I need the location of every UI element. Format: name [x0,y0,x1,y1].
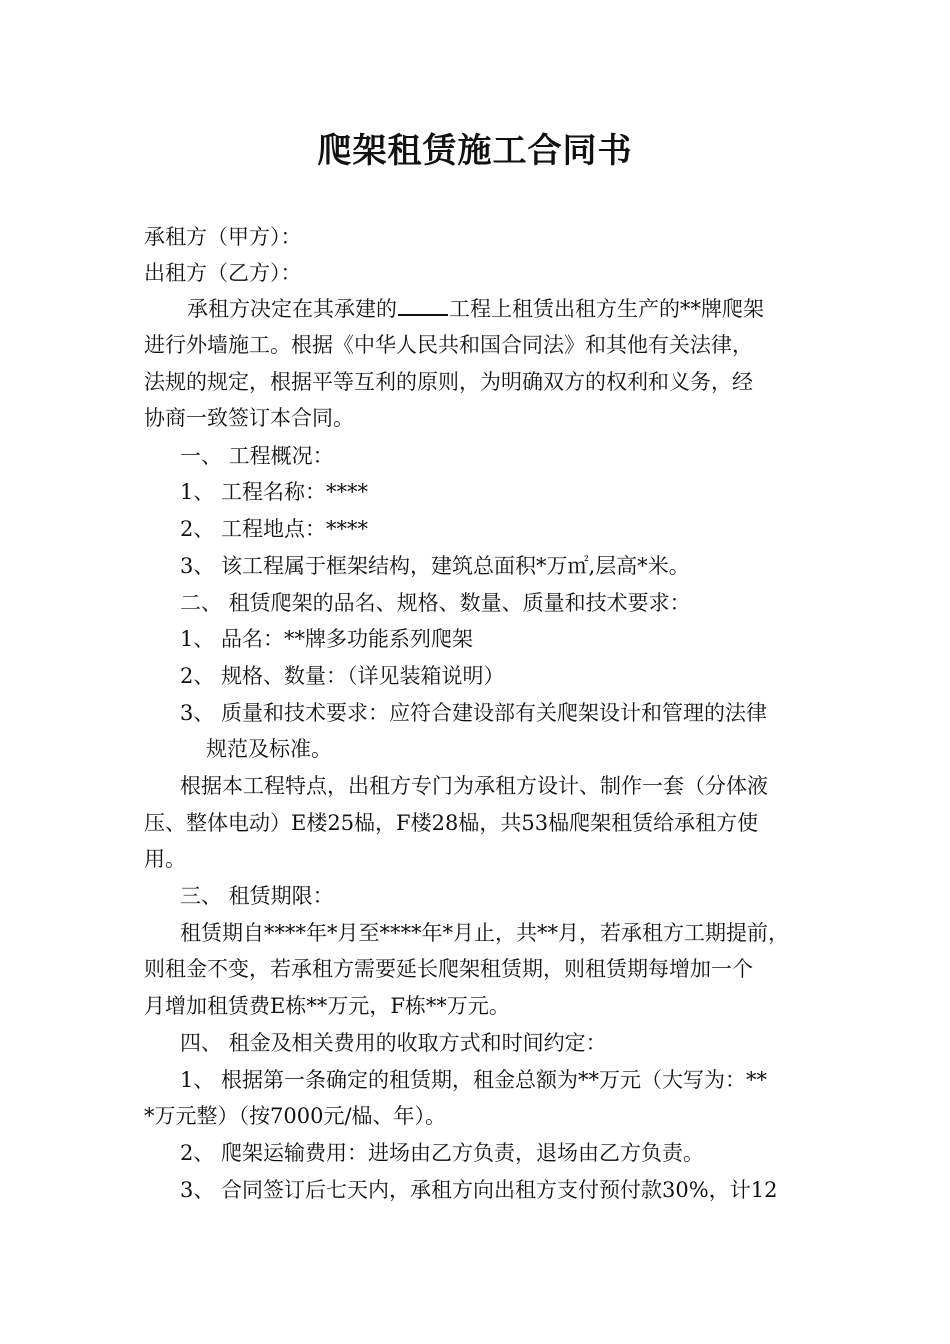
section-1-heading: 一、 工程概况： [180,444,334,468]
intro-line-4: 协商一致签订本合同。 [144,406,354,430]
section-1-item-1: 1、 工程名称：**** [180,480,369,504]
section-2-item-1: 1、 品名：**牌多功能系列爬架 [180,627,474,651]
intro-text-before-blank: 承租方决定在其承建的 [187,297,397,321]
section-2-item-2: 2、 规格、数量：（详见装箱说明） [180,664,505,688]
section-2-item-3: 3、 质量和技术要求：应符合建设部有关爬架设计和管理的法律 [180,701,768,725]
intro-line-2: 进行外墙施工。根据《中华人民共和国合同法》和其他有关法律， [144,333,753,357]
term-paragraph-3: 月增加租赁费E栋**万元，F栋**万元。 [144,994,510,1018]
term-paragraph-1: 租赁期自****年*月至****年*月止，共**月，若承租方工期提前， [180,921,789,945]
intro-line-1 [187,294,764,324]
intro-text-after-blank: 工程上租赁出租方生产的**牌爬架 [449,297,764,321]
lessee-line: 承租方（甲方）： [144,225,302,249]
design-paragraph-3: 用。 [144,847,186,871]
term-paragraph-2: 则租金不变，若承租方需要延长爬架租赁期，则租赁期每增加一个 [144,957,753,981]
section-1-item-2: 2、 工程地点：**** [180,517,369,541]
section-4-heading: 四、 租金及相关费用的收取方式和时间约定： [180,1031,607,1055]
section-1-item-3: 3、 该工程属于框架结构，建筑总面积*万㎡,层高*米。 [180,554,690,578]
section-4-item-1: 1、 根据第一条确定的租赁期，租金总额为**万元（大写为：** [180,1068,768,1092]
section-2-item-3-cont: 规范及标准。 [206,737,332,761]
lessor-line: 出租方（乙方）： [144,261,302,285]
section-4-item-3: 3、 合同签订后七天内，承租方向出租方支付预付款30%，计12 [180,1178,778,1202]
document-title: 爬架租赁施工合同书 [317,131,633,171]
section-3-heading: 三、 租赁期限： [180,884,334,908]
section-4-item-1-cont: *万元整）（按7000元/榀、年）。 [144,1104,447,1128]
design-paragraph-2: 压、整体电动）E楼25榀，F楼28榀，共53榀爬架租赁给承租方使 [144,811,759,835]
section-4-item-2: 2、 爬架运输费用：进场由乙方负责，退场由乙方负责。 [180,1141,705,1165]
project-name-blank [398,296,448,316]
intro-line-3: 法规的规定，根据平等互利的原则，为明确双方的权利和义务，经 [144,370,753,394]
design-paragraph-1: 根据本工程特点，出租方专门为承租方设计、制作一套（分体液 [180,774,768,798]
section-2-heading: 二、 租赁爬架的品名、规格、数量、质量和技术要求： [180,591,691,615]
